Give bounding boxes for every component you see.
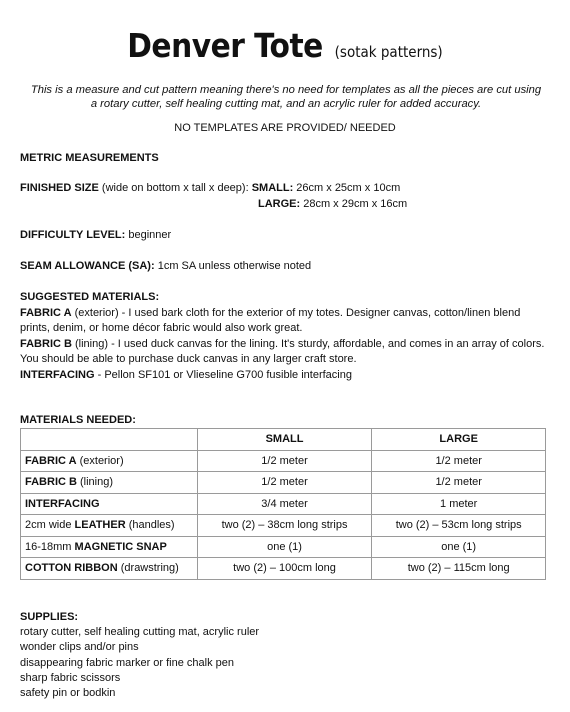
- item-cell: [21, 450, 198, 472]
- interfacing-paragraph: [20, 368, 550, 384]
- interfacing-label: INTERFACING: [20, 368, 95, 381]
- item-pre: 2cm wide: [25, 519, 75, 532]
- header-small: SMALL: [197, 429, 372, 451]
- title-main: Denver Tote: [127, 26, 323, 65]
- small-cell: 3/4 meter: [197, 493, 372, 515]
- small-cell: one (1): [197, 536, 372, 558]
- item-post: (handles): [125, 519, 175, 532]
- small-cell: 1/2 meter: [197, 472, 372, 494]
- page-title: [0, 26, 570, 72]
- suggested-materials: [20, 290, 550, 383]
- finished-size-line: [20, 181, 400, 196]
- list-item: rotary cutter, self healing cutting mat, acrylic ruler: [20, 626, 260, 639]
- seam-allowance-value: 1cm SA unless otherwise noted: [154, 260, 312, 272]
- item-cell: [21, 493, 198, 515]
- list-item: sharp fabric scissors: [20, 671, 121, 684]
- large-size-line: [258, 197, 407, 212]
- list-item: safety pin or bodkin: [20, 687, 116, 700]
- item-name: FABRIC B: [25, 476, 77, 489]
- small-size-label: SMALL:: [251, 182, 294, 194]
- item-pre: 16-18mm: [25, 540, 75, 553]
- table-row: [21, 493, 546, 515]
- suggested-heading: SUGGESTED MATERIALS:: [20, 291, 160, 303]
- table-header-row: [21, 429, 546, 451]
- finished-size-desc: (wide on bottom x tall x deep):: [98, 182, 252, 194]
- seam-allowance-label: SEAM ALLOWANCE (SA):: [20, 260, 155, 272]
- finished-size-label: FINISHED SIZE: [20, 182, 99, 194]
- interfacing-text: - Pellon SF101 or Vlieseline G700 fusible interfacing: [94, 368, 352, 381]
- fabric-b-label: FABRIC B: [20, 337, 72, 350]
- intro-text: This is a measure and cut pattern meaning there's no need for templates as all the pieces are cut using a rotary cutter, self healing cutting mat, and an acrylic ruler for added accuracy.: [30, 84, 542, 110]
- large-cell: two (2) – 115cm long: [372, 558, 546, 580]
- supplies-section: [20, 610, 259, 701]
- item-name: INTERFACING: [25, 497, 100, 510]
- item-cell: [21, 515, 198, 537]
- item-cell: [21, 558, 198, 580]
- item-name: LEATHER: [74, 519, 126, 532]
- item-name: COTTON RIBBON: [25, 562, 118, 575]
- header-large: LARGE: [372, 429, 546, 451]
- large-cell: 1 meter: [372, 493, 546, 515]
- seam-allowance-line: [20, 259, 311, 274]
- fabric-a-label: FABRIC A: [20, 306, 72, 319]
- header-item-cell: [21, 429, 198, 451]
- large-cell: 1/2 meter: [372, 472, 546, 494]
- fabric-a-paragraph: [20, 306, 550, 337]
- table-row: [21, 515, 546, 537]
- materials-heading: MATERIALS NEEDED:: [20, 414, 136, 426]
- item-cell: [21, 536, 198, 558]
- difficulty-label: DIFFICULTY LEVEL:: [20, 229, 126, 241]
- table-row: [21, 536, 546, 558]
- list-item: wonder clips and/or pins: [20, 641, 139, 654]
- table-row: [21, 450, 546, 472]
- item-name: MAGNETIC SNAP: [74, 540, 167, 553]
- item-post: (drawstring): [117, 562, 179, 575]
- small-cell: two (2) – 100cm long: [197, 558, 372, 580]
- item-name: FABRIC A: [25, 454, 77, 467]
- large-size-value: 28cm x 29cm x 16cm: [300, 198, 408, 210]
- table-row: [21, 472, 546, 494]
- large-cell: two (2) – 53cm long strips: [372, 515, 546, 537]
- large-size-label: LARGE:: [258, 198, 301, 210]
- small-cell: two (2) – 38cm long strips: [197, 515, 372, 537]
- list-item: disappearing fabric marker or fine chalk pen: [20, 656, 235, 669]
- fabric-b-text: (lining) - I used duck canvas for the lining. It's sturdy, affordable, and comes in an array of colors. You should be able to purchase duck canvas in any larger craft store.: [20, 337, 545, 365]
- difficulty-value: beginner: [125, 229, 172, 241]
- large-cell: 1/2 meter: [372, 450, 546, 472]
- supplies-heading: SUPPLIES:: [20, 611, 79, 623]
- no-templates-note: NO TEMPLATES ARE PROVIDED/ NEEDED: [174, 122, 396, 134]
- item-post: (lining): [76, 476, 114, 489]
- fabric-a-text: (exterior) - I used bark cloth for the exterior of my totes. Designer canvas, cotton/linen blend prints, denim, or home décor fabric would also work great.: [20, 306, 521, 334]
- difficulty-line: [20, 228, 171, 243]
- small-size-value: 26cm x 25cm x 10cm: [293, 182, 401, 194]
- metric-heading: METRIC MEASUREMENTS: [20, 152, 159, 164]
- title-subtitle: (sotak patterns): [334, 43, 443, 61]
- item-post: (exterior): [76, 454, 124, 467]
- item-cell: [21, 472, 198, 494]
- materials-table: [20, 428, 546, 580]
- large-cell: one (1): [372, 536, 546, 558]
- fabric-b-paragraph: [20, 337, 550, 368]
- small-cell: 1/2 meter: [197, 450, 372, 472]
- table-row: [21, 558, 546, 580]
